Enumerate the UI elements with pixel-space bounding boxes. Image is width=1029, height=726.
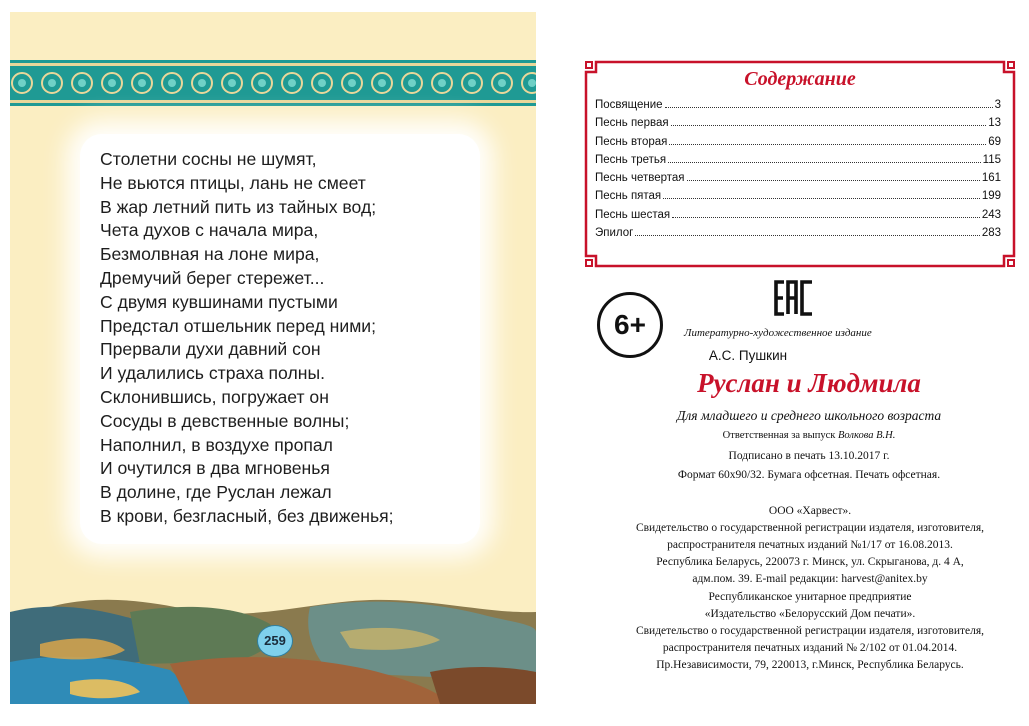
ornament-border [10, 60, 536, 106]
toc-item [595, 113, 1001, 131]
toc-item [595, 150, 1001, 168]
poem-line: Безмолвная на лоне мира, [100, 244, 320, 265]
toc-leader-dots [668, 150, 981, 163]
toc-item [595, 95, 1001, 113]
poem-line: В долине, где Руслан лежал [100, 482, 332, 503]
poem-line: Столетни сосны не шумят, [100, 149, 317, 169]
poem-line: Не вьются птицы, лань не смеет [100, 172, 366, 193]
toc-item [595, 205, 1001, 223]
publisher-line: адм.пом. 39. E-mail редакции: harvest@anitex.by [692, 573, 928, 585]
toc-item-label: Песнь шестая [595, 208, 671, 221]
edition-type: Литературно-художественное издание [684, 327, 872, 339]
poem-line: Сосуды в девственные волны; [100, 410, 350, 431]
toc-item-page: 199 [981, 190, 1001, 203]
toc-item [595, 132, 1001, 150]
toc-leader-dots [665, 95, 993, 108]
toc-item-page: 3 [994, 99, 1001, 111]
toc-leader-dots [669, 132, 986, 145]
poem-line: В жар летний пить из тайных вод; [100, 196, 377, 217]
toc-item-label: Песнь третья [595, 153, 667, 166]
left-page [10, 12, 536, 704]
printer-line: распространителя печатных изданий № 2/102 от 01.04.2014. [662, 642, 958, 654]
toc-item-page: 115 [982, 153, 1001, 166]
audience: Для младшего и среднего школьного возраста [676, 408, 942, 423]
page-number-badge: 259 [257, 625, 293, 657]
author: А.С. Пушкин [708, 348, 788, 363]
toc-item-label: Песнь первая [595, 117, 669, 130]
toc-title: Содержание [744, 68, 856, 90]
publisher-line: Республика Беларусь, 220073 г. Минск, ул. Скрыганова, д. 4 А, [656, 556, 964, 568]
poem-line: Склонившись, погружает он [100, 386, 329, 407]
toc-leader-dots [635, 223, 979, 236]
poem-line: Прервали духи давний сон [100, 339, 321, 360]
toc-item [595, 168, 1001, 186]
toc-leader-dots [671, 113, 987, 126]
responsible-line [600, 430, 1018, 441]
age-rating-badge: 6+ [597, 292, 663, 358]
printer-line: Свидетельство о государственной регистрации издателя, изготовителя, [635, 625, 985, 637]
toc-item-label: Песнь пятая [595, 190, 662, 203]
printer-line: Республиканское унитарное предприятие [708, 591, 912, 603]
signed-date: Подписано в печать 13.10.2017 г. [728, 450, 890, 462]
toc-item-page: 69 [988, 135, 1001, 148]
toc-item [595, 223, 1001, 241]
responsible-name: Волкова В.Н. [837, 430, 896, 441]
publisher-line: Свидетельство о государственной регистрации издателя, изготовителя, [635, 522, 985, 534]
toc-list [595, 95, 1001, 241]
poem-line: В крови, безгласный, без движенья; [100, 505, 394, 526]
poem-line: Предстал отшельник перед ними; [100, 315, 377, 336]
toc-item-page: 283 [981, 227, 1001, 240]
toc-item [595, 186, 1001, 204]
poem-line: И очутился в два мгновенья [100, 458, 330, 479]
eac-mark [773, 278, 815, 318]
poem-line: Наполнил, в воздухе пропал [100, 434, 333, 455]
poem-text [100, 148, 394, 529]
toc-item-page: 243 [981, 208, 1001, 221]
toc-item-page: 13 [988, 117, 1001, 130]
printer-line: «Издательство «Белорусский Дом печати». [704, 608, 916, 620]
poem-line: Дремучий берег стережет... [100, 267, 325, 288]
poem-line: Чета духов с начала мира, [100, 220, 319, 241]
printer-line: Пр.Независимости, 79, 220013, г.Минск, Республика Беларусь. [656, 659, 964, 671]
responsible-label: Ответственная за выпуск [722, 430, 836, 441]
poem-line: И удалились страха полны. [100, 363, 325, 384]
toc-leader-dots [663, 186, 980, 199]
toc-leader-dots [687, 168, 980, 181]
print-format: Формат 60x90/32. Бумага офсетная. Печать офсетная. [677, 469, 941, 481]
publisher-line: распространителя печатных изданий №1/17 от 16.08.2013. [667, 539, 953, 551]
toc-item-label: Эпилог [595, 227, 634, 240]
toc-leader-dots [672, 205, 980, 218]
toc-item-label: Посвящение [595, 99, 663, 111]
toc-item-label: Песнь четвертая [595, 172, 685, 185]
toc-item-label: Песнь вторая [595, 135, 668, 148]
toc-item-page: 161 [981, 172, 1001, 185]
publisher-line: ООО «Харвест». [768, 505, 852, 517]
book-title: Руслан и Людмила [697, 368, 921, 398]
poem-line: С двумя кувшинами пустыми [100, 291, 338, 312]
